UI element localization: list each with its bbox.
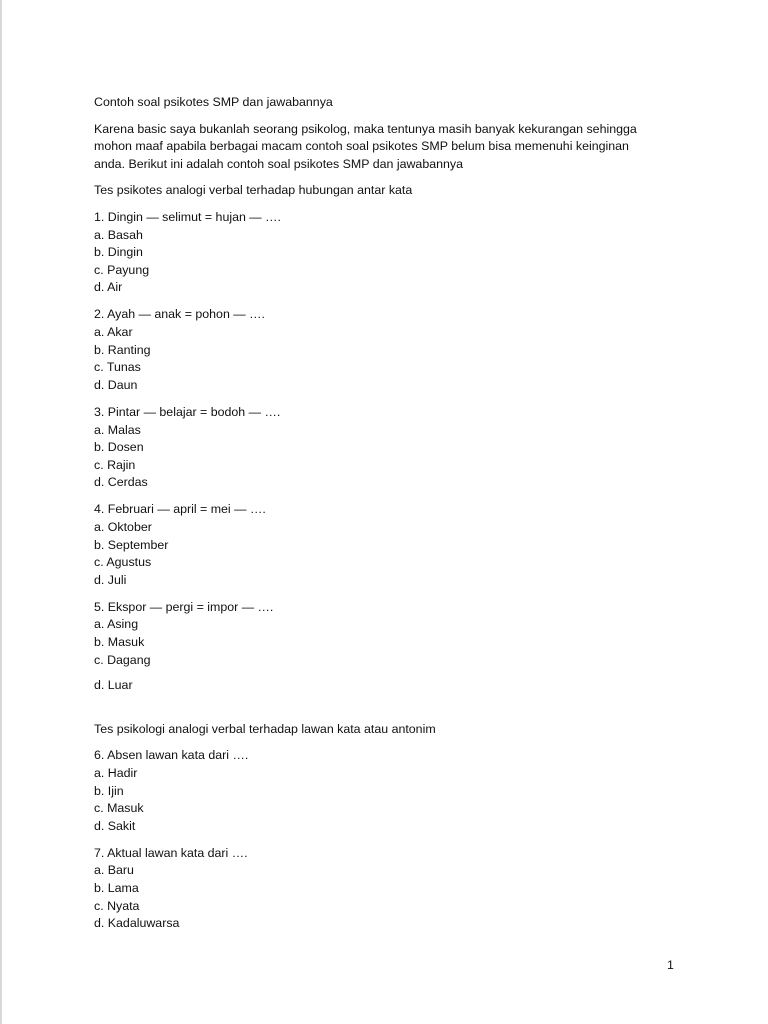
answer-option: b. Ijin: [94, 783, 124, 798]
answer-option: b. Dosen: [94, 440, 144, 455]
answer-option: a. Basah: [94, 227, 143, 242]
question-text: 2. Ayah — anak = pohon — ….: [94, 307, 265, 322]
answer-option: b. Lama: [94, 881, 139, 896]
answer-option: c. Dagang: [94, 652, 151, 667]
answer-option: c. Nyata: [94, 898, 140, 913]
answer-option: c. Rajin: [94, 457, 136, 472]
question-block: [94, 599, 694, 695]
answer-option: d. Daun: [94, 377, 138, 392]
answer-option: b. September: [94, 537, 169, 552]
question-text: 6. Absen lawan kata dari ….: [94, 748, 249, 763]
answer-option: c. Payung: [94, 262, 150, 277]
intro-line: mohon maaf apabila berbagai macam contoh soal psikotes SMP belum bisa memenuhi keinginan: [94, 139, 629, 154]
page-number: 1: [667, 958, 674, 972]
answer-option: a. Asing: [94, 617, 139, 632]
answer-option: d. Cerdas: [94, 475, 148, 490]
answer-option: a. Hadir: [94, 766, 138, 780]
answer-option: d. Air: [94, 280, 123, 295]
question-block: [94, 501, 694, 589]
answer-option: a. Baru: [94, 863, 134, 878]
answer-option: c. Masuk: [94, 801, 144, 816]
document-title: Contoh soal psikotes SMP dan jawabannya: [94, 95, 333, 109]
answer-option: a. Oktober: [94, 519, 152, 534]
question-block: [94, 306, 694, 394]
answer-option: b. Dingin: [94, 245, 143, 260]
question-text: 4. Februari — april = mei — ….: [94, 502, 266, 517]
section-heading-antonym: Tes psikologi analogi verbal terhadap lawan kata atau antonim: [94, 721, 436, 736]
answer-option: d. Luar: [94, 678, 133, 693]
answer-option: c. Agustus: [94, 555, 152, 570]
answer-option: b. Ranting: [94, 342, 151, 357]
answer-option: b. Masuk: [94, 635, 145, 650]
question-block: [94, 747, 694, 835]
question-block: [94, 845, 694, 933]
question-text: 3. Pintar — belajar = bodoh — ….: [94, 404, 281, 419]
question-block: [94, 404, 694, 492]
intro-line: anda. Berikut ini adalah contoh soal psikotes SMP dan jawabannya: [94, 156, 463, 171]
section-heading-relation: Tes psikotes analogi verbal terhadap hubungan antar kata: [94, 183, 413, 198]
question-block: [94, 209, 694, 297]
answer-option: a. Akar: [94, 325, 133, 340]
question-text: 7. Aktual lawan kata dari ….: [94, 845, 248, 860]
answer-option: d. Juli: [94, 572, 127, 587]
answer-option: d. Sakit: [94, 818, 136, 833]
answer-option: a. Malas: [94, 422, 141, 437]
answer-option: c. Tunas: [94, 360, 141, 375]
intro-paragraph: [94, 121, 694, 174]
intro-line: Karena basic saya bukanlah seorang psikolog, maka tentunya masih banyak kekurangan sehingga: [94, 121, 637, 136]
document-body: [94, 94, 694, 933]
question-text: 1. Dingin — selimut = hujan — ….: [94, 209, 281, 224]
question-text: 5. Ekspor — pergi = impor — ….: [94, 599, 274, 614]
answer-option: d. Kadaluwarsa: [94, 916, 180, 931]
page-edge: [0, 0, 2, 1024]
